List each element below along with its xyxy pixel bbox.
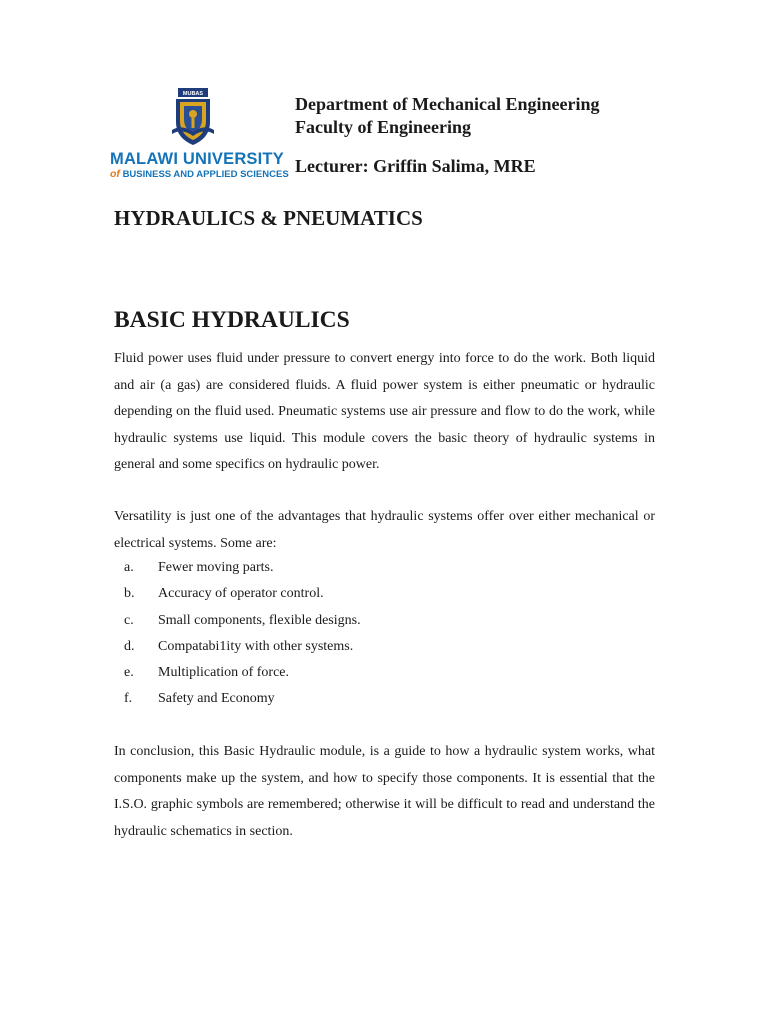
- list-item: [114, 660, 655, 686]
- section-title: BASIC HYDRAULICS: [114, 307, 350, 333]
- list-marker: d.: [124, 638, 135, 654]
- university-logo: [110, 88, 289, 183]
- list-item: [114, 581, 655, 607]
- list-item: [114, 555, 655, 581]
- list-item: [114, 608, 655, 634]
- crest-text: MUBAS: [182, 91, 204, 97]
- logo-subtitle-rest: BUSINESS AND APPLIED SCIENCES: [122, 169, 289, 180]
- course-title: HYDRAULICS & PNEUMATICS: [114, 206, 423, 230]
- list-marker: b.: [124, 586, 135, 602]
- department-heading: Department of Mechanical Engineering: [295, 94, 600, 114]
- list-item: [114, 634, 655, 660]
- versatility-paragraph: Versatility is just one of the advantages that hydraulic systems offer over either mechanical or electrical systems. Some are:: [114, 509, 655, 551]
- list-marker: f.: [124, 691, 133, 707]
- list-item-text: Compatabi1ity with other systems.: [158, 638, 354, 654]
- list-marker: c.: [124, 612, 134, 628]
- list-item-text: Accuracy of operator control.: [158, 586, 324, 602]
- list-item-text: Small components, flexible designs.: [158, 612, 361, 628]
- lecturer-line: Lecturer: Griffin Salima, MRE: [295, 156, 536, 176]
- intro-paragraph: Fluid power uses fluid under pressure to convert energy into force to do the work. Both liquid and air (a gas) are considered fluids. A fluid power system is either pneumatic or hydraulic depending on the fluid used. Pneumatic systems use air pressure and flow to do the work, while hydraulic systems use liquid. This module covers the basic theory of hydraulic systems in general and some specifics on hydraulic power.: [114, 351, 655, 472]
- logo-subtitle: [110, 168, 289, 180]
- university-crest-icon: [172, 88, 214, 146]
- faculty-heading: Faculty of Engineering: [295, 117, 471, 137]
- logo-subtitle-of: of: [110, 168, 120, 180]
- list-marker: e.: [124, 665, 134, 681]
- conclusion-paragraph: In conclusion, this Basic Hydraulic module, is a guide to how a hydraulic system works, what components make up the system, and how to specify those components. It is essential that the I.S.O. graphic symbols are remembered; otherwise it will be difficult to read and understand the hydraulic schematics in section.: [114, 744, 655, 839]
- list-marker: a.: [124, 560, 134, 575]
- logo-university-name: MALAWI UNIVERSITY: [110, 150, 284, 168]
- list-item-text: Multiplication of force.: [158, 665, 290, 681]
- advantages-list: [114, 555, 655, 713]
- list-item-text: Fewer moving parts.: [158, 560, 274, 575]
- list-item-text: Safety and Economy: [158, 691, 275, 707]
- list-item: [114, 686, 655, 712]
